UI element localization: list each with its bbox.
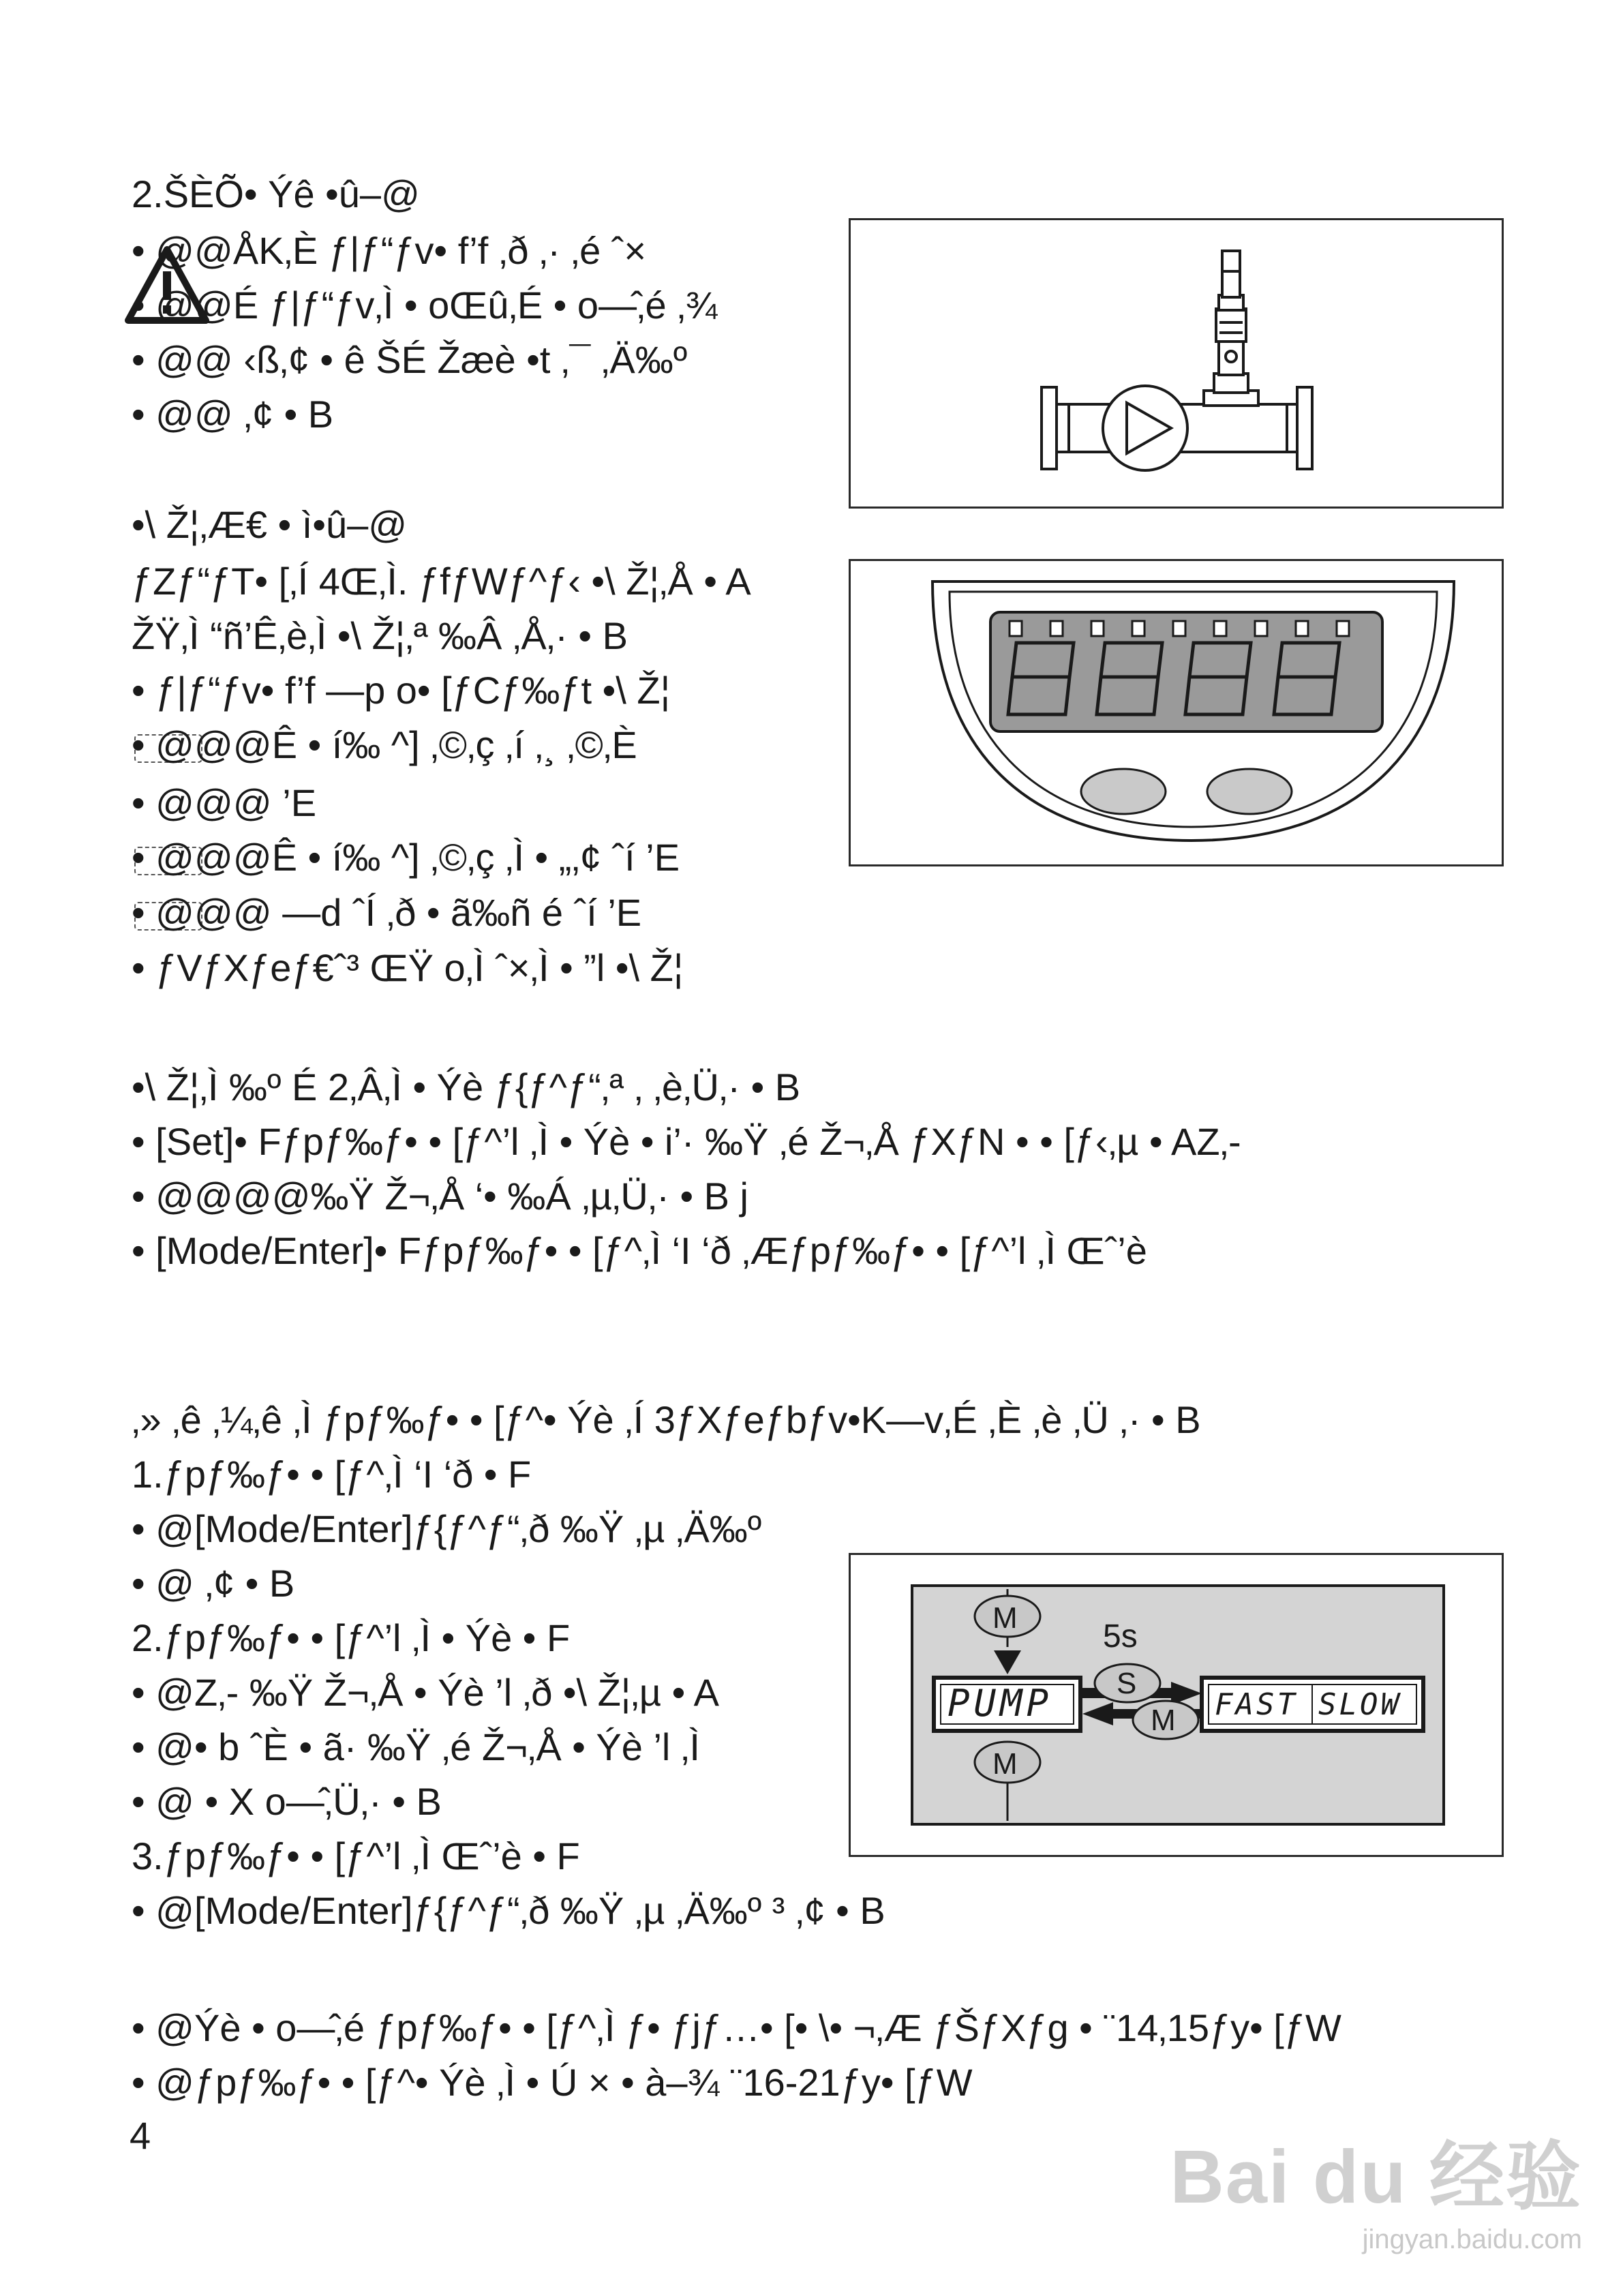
lcd-slow: SLOW (1318, 1687, 1401, 1722)
figure-menu-navigation (849, 1553, 1504, 1857)
mode-button-middle-label: M (1151, 1704, 1176, 1737)
bullet-line: • @• b ˆÈ • ã· ‰Ÿ ‚é Ž¬‚Å • Ýè ’l ‚Ì (132, 1725, 700, 1768)
figure-pump-installation (849, 218, 1504, 509)
step-heading: 2.ƒpƒ‰ƒ• • [ƒ^’l ‚Ì • Ýè • F (132, 1616, 571, 1659)
bullet-line: • @@@ —d ˆÍ ‚ð • ã‰ñ é ˆí ’E (132, 891, 642, 934)
page-number: 4 (130, 2114, 151, 2157)
body-line: ƒZƒ“ƒT• [‚Í 4Œ‚Ì. ƒfƒWƒ^ƒ‹ •\ Ž¦‚Å • A (132, 560, 751, 603)
mode-button-top-label: M (992, 1601, 1018, 1635)
bullet-line: • [Mode/Enter]• Fƒpƒ‰ƒ• • [ƒ^‚Ì ‘I ‘ð ‚Æƒpƒ‰ƒ• • [ƒ^’l ‚Ì Œˆ’è (132, 1229, 1147, 1272)
step-heading: 3.ƒpƒ‰ƒ• • [ƒ^’l ‚Ì Œˆ’è • F (132, 1834, 580, 1877)
bullet-line: • @@É ƒ|ƒ“ƒv‚Ì • oŒû‚É • o—̂‚é ‚¾ (132, 284, 718, 327)
watermark-url: jingyan.baidu.com (1362, 2224, 1582, 2254)
bullet-line: • @[Mode/Enter]ƒ{ƒ^ƒ“‚ð ‰Ÿ ‚µ ‚Ä‰º (132, 1507, 762, 1550)
mode-button-bottom-label: M (992, 1747, 1018, 1781)
bullet-line: • @@@Ê • í‰ ^] ‚©‚ç ‚Ì • „‚¢ ˆí ’E (132, 836, 680, 879)
set-button-label: S (1117, 1667, 1137, 1700)
bullet-line: • @@ ‹ß‚¢ • ê ŠÉ Žæè •t ‚¯ ‚Ä‰º (132, 338, 688, 381)
hold-time-label: 5s (1103, 1618, 1138, 1655)
bullet-line: • @@@@‰Ÿ Ž¬‚Å ‘• ‰Á ‚µ‚Ü‚· • B j (132, 1175, 748, 1218)
display-illustration (851, 561, 1502, 864)
section-heading: 2.ŠÈÕ• Ýê •û–@ (132, 172, 420, 215)
pump-pipe-illustration (851, 220, 1502, 507)
bullet-line: • @Ýè • o—̂‚é ƒpƒ‰ƒ• • [ƒ^‚Ì ƒ• ƒjƒ…• [• \• ¬‚Æ ƒŠƒXƒg • ¨14‚15ƒy• [ƒW (132, 2006, 1341, 2049)
bullet-line: • ƒVƒXƒeƒ€ˆ³ ŒŸ o‚Ì ˆ×‚Ì • ”l •\ Ž¦ (132, 946, 684, 989)
bullet-line: • @@@Ê • í‰ ^] ‚©‚ç ‚í ‚¸ ‚©‚È (132, 723, 637, 766)
lcd-fast: FAST (1215, 1687, 1298, 1722)
step-heading: 1.ƒpƒ‰ƒ• • [ƒ^‚Ì ‘I ‘ð • F (132, 1453, 532, 1496)
body-line: •\ Ž¦‚Ì ‰º É 2‚Â‚Ì • Ýè ƒ{ƒ^ƒ“‚ª ‚ ‚è‚Ü‚· • B (132, 1066, 801, 1108)
bullet-line: • [Set]• Fƒpƒ‰ƒ• • [ƒ^’l ‚Ì • Ýè • i’· ‰Ÿ ‚é Ž¬‚Å ƒXƒN • • [ƒ‹‚µ • AZ‚- (132, 1120, 1241, 1163)
bullet-line: • @@ÅK‚È ƒ|ƒ“ƒv• f’f ‚ð ‚· ‚é ˆ× (132, 229, 647, 272)
bullet-line: • @ • X o—̂‚Ü‚· • B (132, 1780, 442, 1823)
figure-display (849, 559, 1504, 866)
bullet-line: • @ ‚¢ • B (132, 1562, 295, 1605)
section-heading: •\ Ž¦‚Æ€ • ì•û–@ (132, 503, 408, 546)
watermark (1170, 2117, 1582, 2255)
bullet-line: • @Z‚- ‰Ÿ Ž¬‚Å • Ýè ’l ‚ð •\ Ž¦‚µ • A (132, 1671, 720, 1714)
body-line: ‚» ‚ê ‚¼‚ê ‚Ì ƒpƒ‰ƒ• • [ƒ^• Ýè ‚Í 3ƒXƒeƒbƒv•K—v‚É ‚È ‚è ‚Ü ‚· • B (132, 1398, 1201, 1441)
bullet-line: • @@@ ’E (132, 781, 317, 824)
body-line: ŽŸ‚Ì “ñ’Ê‚è‚Ì •\ Ž¦‚ª ‰Â ‚Å‚· • B (132, 614, 628, 657)
watermark-brand: Bai du 经验 (1170, 2135, 1582, 2219)
lcd-pump: PUMP (947, 1682, 1053, 1725)
bullet-line: • ƒ|ƒ“ƒv• f’f —p o• [ƒCƒ‰ƒt •\ Ž¦ (132, 669, 671, 712)
bullet-line: • @@ ‚¢ • B (132, 393, 334, 436)
bullet-line: • @ƒpƒ‰ƒ• • [ƒ^• Ýè ‚Ì • Ú × • à–¾ ¨16-21ƒy• [ƒW (132, 2061, 973, 2104)
bullet-line: • @[Mode/Enter]ƒ{ƒ^ƒ“‚ð ‰Ÿ ‚µ ‚Ä‰º ³ ‚¢ • B (132, 1889, 885, 1932)
